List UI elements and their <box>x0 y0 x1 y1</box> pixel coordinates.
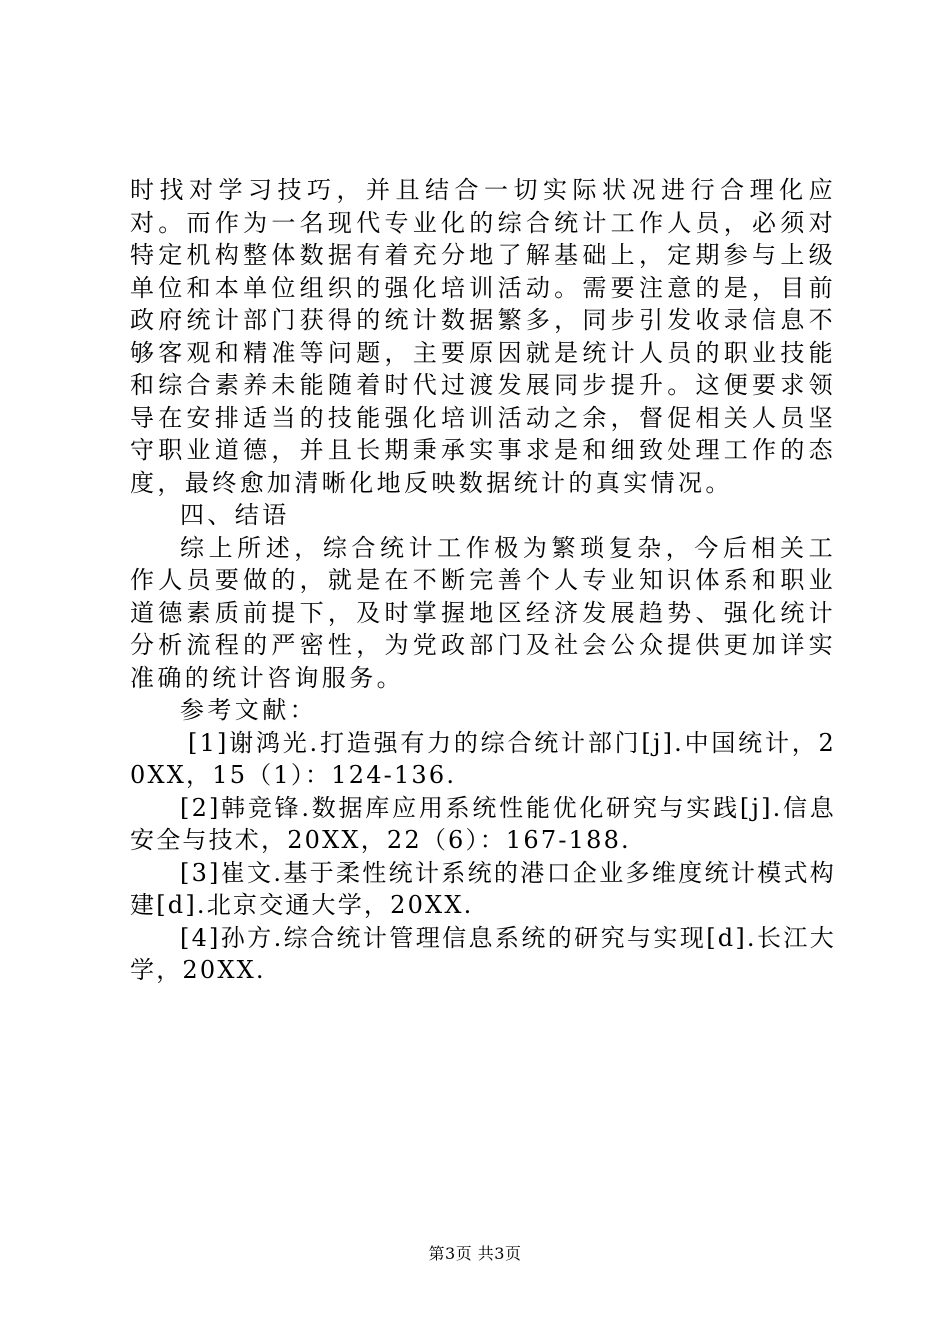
reference-item-1: [1]谢鸿光.打造强有力的综合统计部门[j].中国统计，20XX，15（1）：124-136. <box>130 728 836 789</box>
continuation-paragraph: 时找对学习技巧，并且结合一切实际状况进行合理化应对。而作为一名现代专业化的综合统计工作人员，必须对特定机构整体数据有着充分地了解基础上，定期参与上级单位和本单位组织的强化培训活动。需要注意的是，目前政府统计部门获得的统计数据繁多，同步引发收录信息不够客观和精准等问题，主要原因就是统计人员的职业技能和综合素养未能随着时代过渡发展同步提升。这便要求领导在安排适当的技能强化培训活动之余，督促相关人员坚守职业道德，并且长期秉承实事求是和细致处理工作的态度，最终愈加清晰化地反映数据统计的真实情况。 <box>130 176 836 497</box>
page-number-footer: 第3页 共3页 <box>428 1244 522 1263</box>
document-body <box>130 174 836 987</box>
reference-item-2: [2]韩竞锋.数据库应用系统性能优化研究与实践[j].信息安全与技术，20XX，22（6）：167-188. <box>130 793 836 854</box>
conclusion-paragraph: 综上所述，综合统计工作极为繁琐复杂，今后相关工作人员要做的，就是在不断完善个人专业知识体系和职业道德素质前提下，及时掌握地区经济发展趋势、强化统计分析流程的严密性，为党政部门及社会公众提供更加详实准确的统计咨询服务。 <box>130 533 836 692</box>
conclusion-heading: 四、结语 <box>180 501 290 529</box>
references-heading: 参考文献： <box>180 696 317 724</box>
reference-item-4: [4]孙方.综合统计管理信息系统的研究与实现[d].长江大学，20XX. <box>130 923 836 984</box>
reference-item-3: [3]崔文.基于柔性统计系统的港口企业多维度统计模式构建[d].北京交通大学，20XX. <box>130 858 836 919</box>
